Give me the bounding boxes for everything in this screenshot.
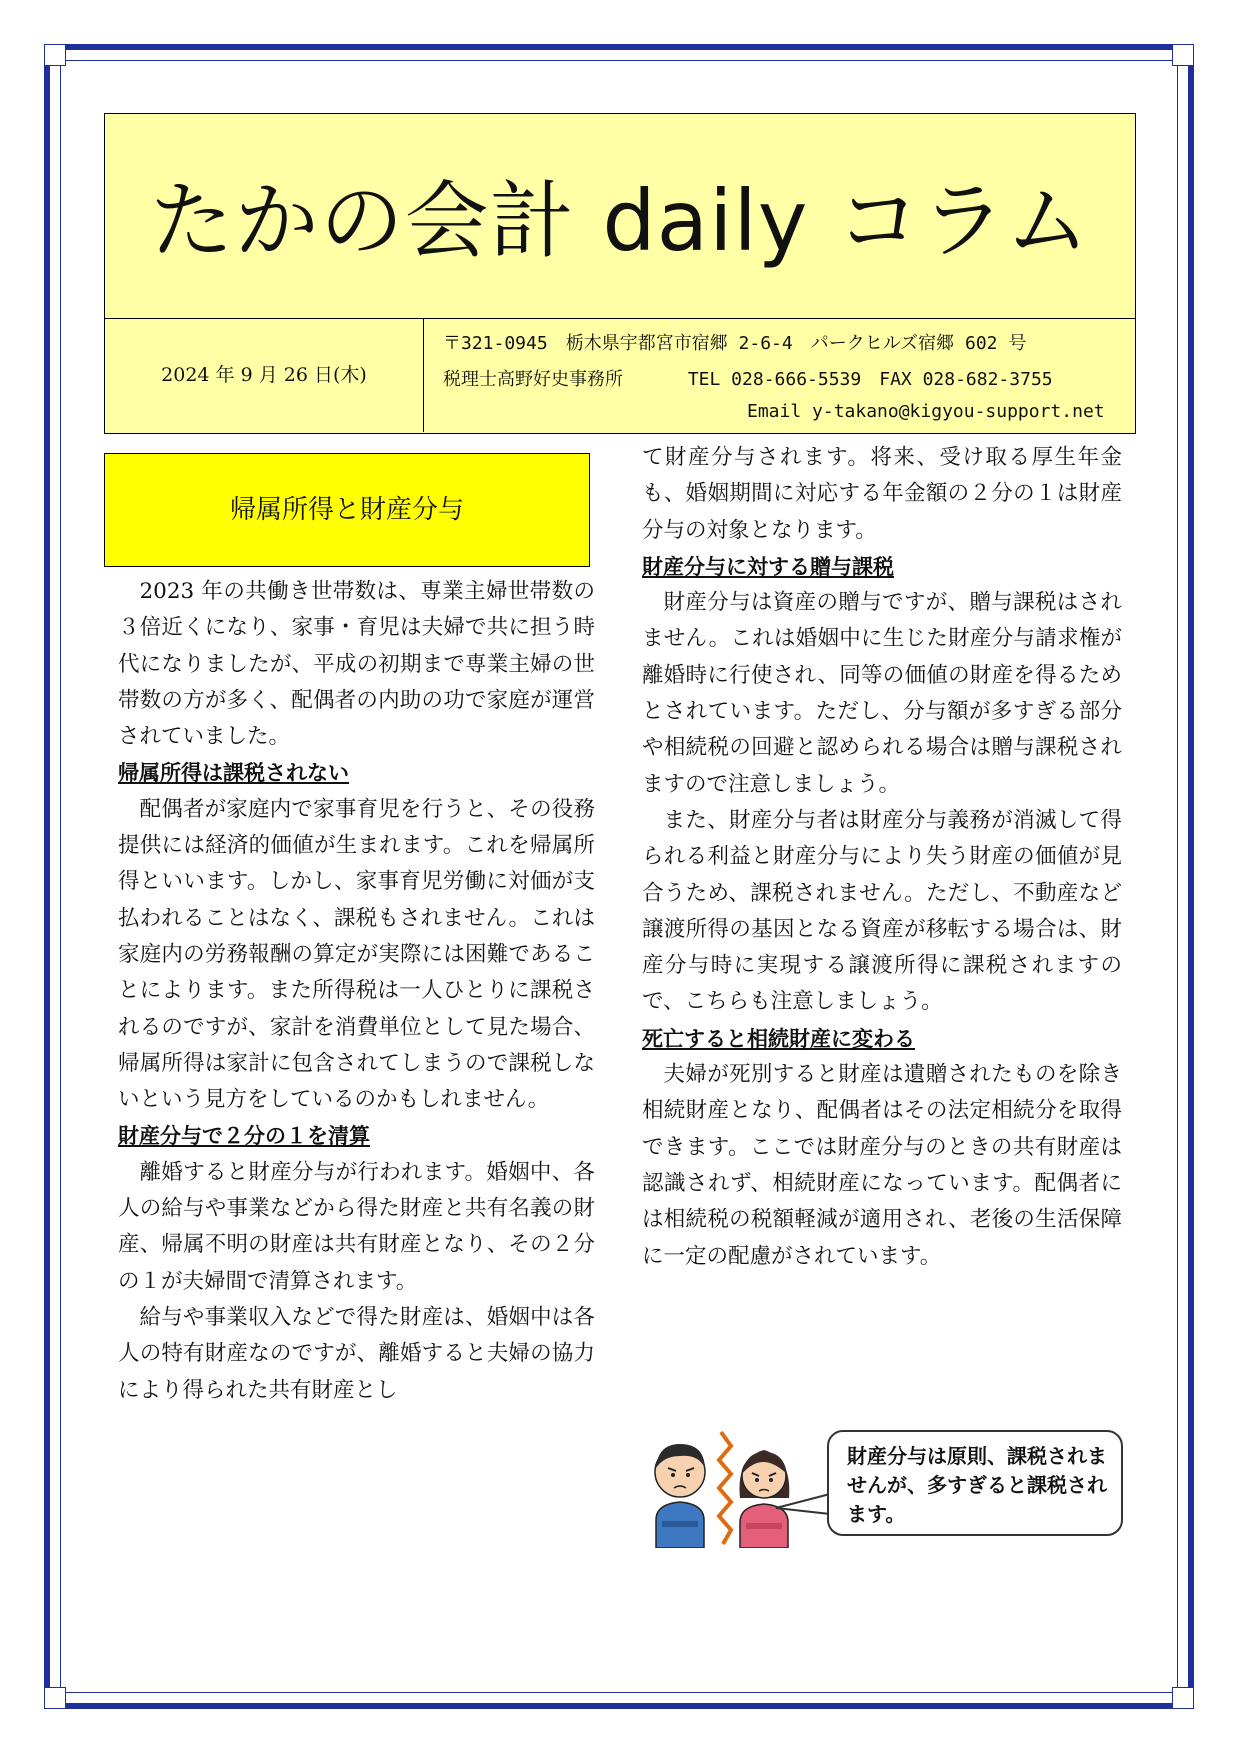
border-corner xyxy=(1172,44,1194,66)
article-title: 帰属所得と財産分与 xyxy=(229,495,464,525)
border-corner xyxy=(44,44,66,66)
section-paragraph: 夫婦が死別すると財産は遺贈されたものを除き相続財産となり、配偶者はその法定相続分を取得できます。ここでは財産分与のときの共有財産は認識されず、相続財産になっています。配偶者には相続税の税額軽減が適用され、老後の生活保障に一定の配慮がされています。 xyxy=(642,1062,1122,1269)
speech-bubble-tail xyxy=(774,1492,834,1518)
masthead-info xyxy=(104,318,1136,434)
section-heading: 死亡すると相続財産に変わる xyxy=(642,1026,915,1051)
section-paragraph: 給与や事業収入などで得た財産は、婚姻中は各人の特有財産なのですが、離婚すると夫婦の協力により得られた共有財産とし xyxy=(118,1304,595,1403)
arguing-couple-illustration xyxy=(648,1428,798,1548)
speech-bubble: 財産分与は原則、課税されませんが、多すぎると課税されます。 xyxy=(827,1430,1123,1536)
article-title-box xyxy=(104,453,590,567)
intro-paragraph: 2023 年の共働き世帯数は、専業主婦世帯数の３倍近くになり、家事・育児は夫婦で共に担う時代になりましたが、平成の初期まで専業主婦の世帯数の方が多く、配偶者の内助の功で家庭が運営されていました。 xyxy=(118,579,595,750)
section-heading: 帰属所得は課税されない xyxy=(118,761,349,786)
office-address: 〒321-0945 栃木県宇都宮市宿郷 2-6-4 パークヒルズ宿郷 602 号 xyxy=(443,333,1027,354)
office-phone-fax: 税理士高野好史事務所 TEL 028-666-5539 FAX 028-682-3755 xyxy=(443,369,1053,390)
section-heading: 財産分与で２分の１を清算 xyxy=(118,1124,370,1149)
border-corner xyxy=(1172,1687,1194,1709)
masthead-title: たかの会計 daily コラム xyxy=(149,172,1091,270)
left-column xyxy=(118,574,595,1409)
issue-date: 2024 年 9 月 26 日(木) xyxy=(105,319,424,432)
section-paragraph: また、財産分与者は財産分与義務が消滅して得られる利益と財産分与により失う財産の価値が見合うため、課税されません。ただし、不動産など譲渡所得の基因となる資産が移転する場合は、財産分与時に実現する譲渡所得に課税されますので、こちらも注意しましょう。 xyxy=(642,807,1122,1015)
man-figure-icon xyxy=(655,1444,705,1548)
section-heading: 財産分与に対する贈与課税 xyxy=(642,554,894,579)
conflict-zigzag-icon xyxy=(719,1432,731,1544)
section-paragraph: 配偶者が家庭内で家事育児を行うと、その役務提供には経済的価値が生まれます。これを帰属所得といいます。しかし、家事育児労働に対価が支払われることはなく、課税もされません。これは家庭内の労務報酬の算定が実際には困難であることによります。また所得税は一人ひとりに課税されるのですが、家計を消費単位として見た場合、帰属所得は家計に包含されてしまうので課税しないという見方をしているのかもしれません。 xyxy=(118,796,595,1113)
continued-paragraph: て財産分与されます。将来、受け取る厚生年金も、婚姻期間に対応する年金額の２分の１は財産分与の対象となります。 xyxy=(642,445,1122,543)
section-paragraph: 財産分与は資産の贈与ですが、贈与課税はされません。これは婚姻中に生じた財産分与請求権が離婚時に行使され、同等の価値の財産を得るためとされています。ただし、分与額が多すぎる部分や相続税の回避と認められる場合は贈与課税されますので注意しましょう。 xyxy=(642,590,1122,797)
border-corner xyxy=(44,1687,66,1709)
office-email: Email y-takano@kigyou-support.net xyxy=(747,401,1105,422)
right-column xyxy=(642,440,1122,1275)
contact-block xyxy=(435,319,1135,432)
section-paragraph: 離婚すると財産分与が行われます。婚姻中、各人の給与や事業などから得た財産と共有名義の財産、帰属不明の財産は共有財産となり、その２分の１が夫婦間で清算されます。 xyxy=(118,1159,595,1294)
masthead xyxy=(104,113,1136,319)
